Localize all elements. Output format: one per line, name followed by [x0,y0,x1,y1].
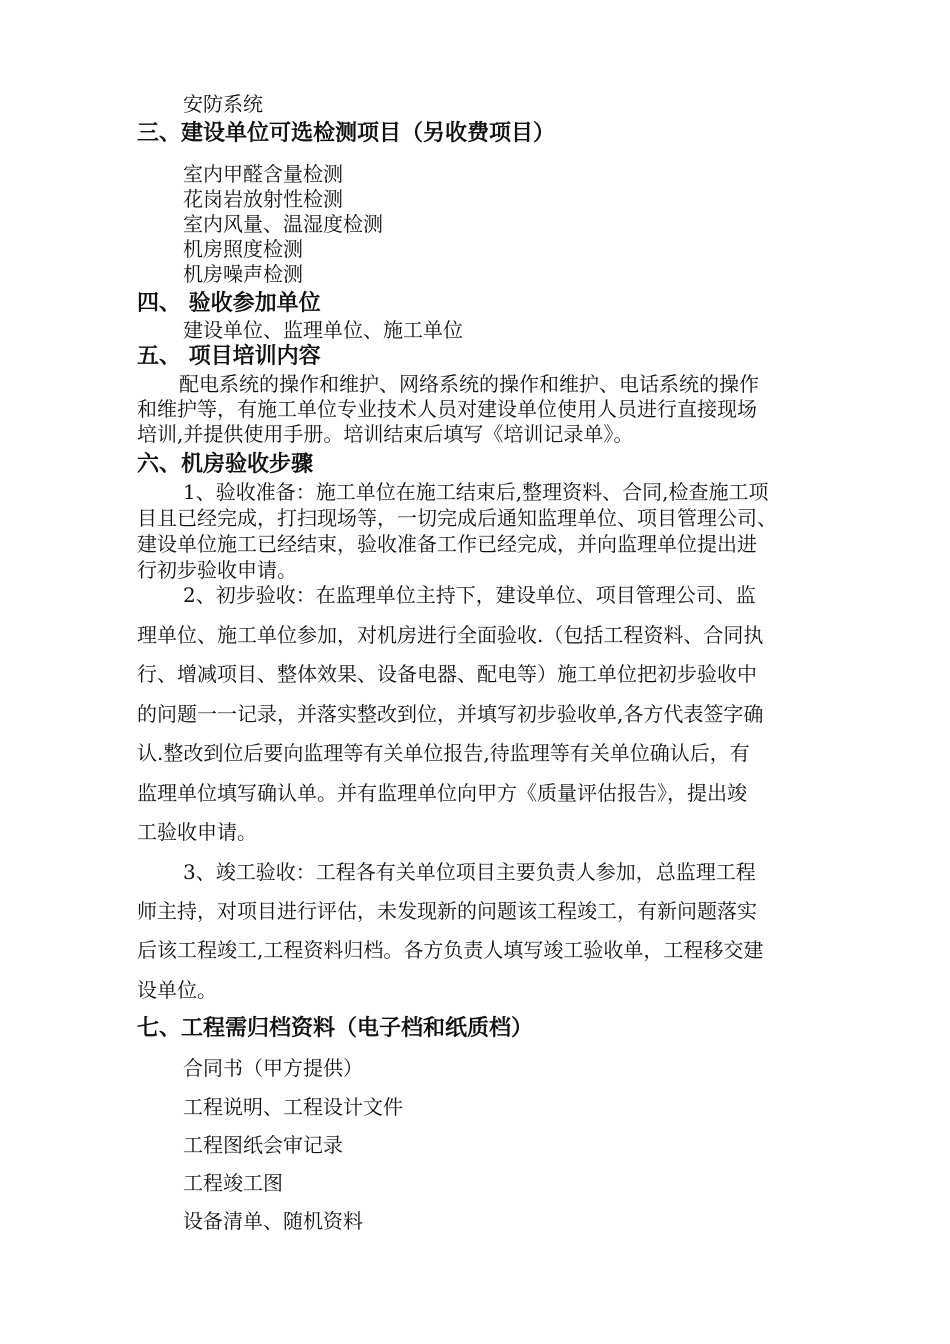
heading-section-5: 五、 项目培训内容 [137,344,321,369]
list-item: 工程图纸会审记录 [183,1133,343,1157]
paragraph-line: 的问题一一记录，并落实整改到位，并填写初步验收单,各方代表签字确 [137,702,764,726]
paragraph-line: 1、验收准备：施工单位在施工结束后,整理资料、合同,检查施工项 [183,480,769,504]
paragraph-line: 和维护等，有施工单位专业技术人员对建设单位使用人员进行直接现场 [137,397,757,421]
list-item: 工程竣工图 [183,1171,283,1195]
paragraph-line: 配电系统的操作和维护、网络系统的操作和维护、电话系统的操作 [179,372,759,396]
paragraph-line: 2、初步验收：在监理单位主持下，建设单位、项目管理公司、监 [183,583,756,607]
acceptance-units: 建设单位、监理单位、施工单位 [183,318,463,342]
heading-section-7: 七、工程需归档资料（电子档和纸质档） [137,1016,534,1041]
paragraph-line: 师主持，对项目进行评估，未发现新的问题该工程竣工，有新问题落实 [137,899,757,923]
paragraph-line: 认.整改到位后要向监理等有关单位报告,待监理等有关单位确认后，有 [137,741,750,765]
paragraph-line: 工验收申请。 [137,820,257,844]
heading-section-6: 六、机房验收步骤 [137,452,314,477]
list-item: 室内甲醛含量检测 [183,162,343,186]
list-item: 室内风量、温湿度检测 [183,212,383,236]
list-item: 机房照度检测 [183,237,303,261]
heading-section-4: 四、 验收参加单位 [137,291,321,316]
list-item: 设备清单、随机资料 [183,1209,363,1233]
list-item: 机房噪声检测 [183,262,303,286]
paragraph-line: 后该工程竣工,工程资料归档。各方负责人填写竣工验收单，工程移交建 [137,938,764,962]
item-security-system: 安防系统 [183,92,263,116]
list-item: 花岗岩放射性检测 [183,187,343,211]
paragraph-line: 培训,并提供使用手册。培训结束后填写《培训记录单》。 [137,422,634,446]
paragraph-line: 监理单位填写确认单。并有监理单位向甲方《质量评估报告》，提出竣 [137,781,747,805]
paragraph-line: 理单位、施工单位参加，对机房进行全面验收.（包括工程资料、合同执 [137,623,764,647]
heading-section-3: 三、建设单位可选检测项目（另收费项目） [137,121,556,146]
paragraph-line: 行、增减项目、整体效果、设备电器、配电等）施工单位把初步验收中 [137,662,757,686]
paragraph-line: 行初步验收申请。 [137,558,297,582]
paragraph-line: 设单位。 [137,978,217,1002]
paragraph-line: 目且已经完成，打扫现场等，一切完成后通知监理单位、项目管理公司、 [137,506,777,530]
list-item: 工程说明、工程设计文件 [183,1095,403,1119]
paragraph-line: 3、竣工验收：工程各有关单位项目主要负责人参加，总监理工程 [183,860,756,884]
list-item: 合同书（甲方提供） [183,1056,363,1080]
paragraph-line: 建设单位施工已经结束，验收准备工作已经完成，并向监理单位提出进 [137,532,757,556]
